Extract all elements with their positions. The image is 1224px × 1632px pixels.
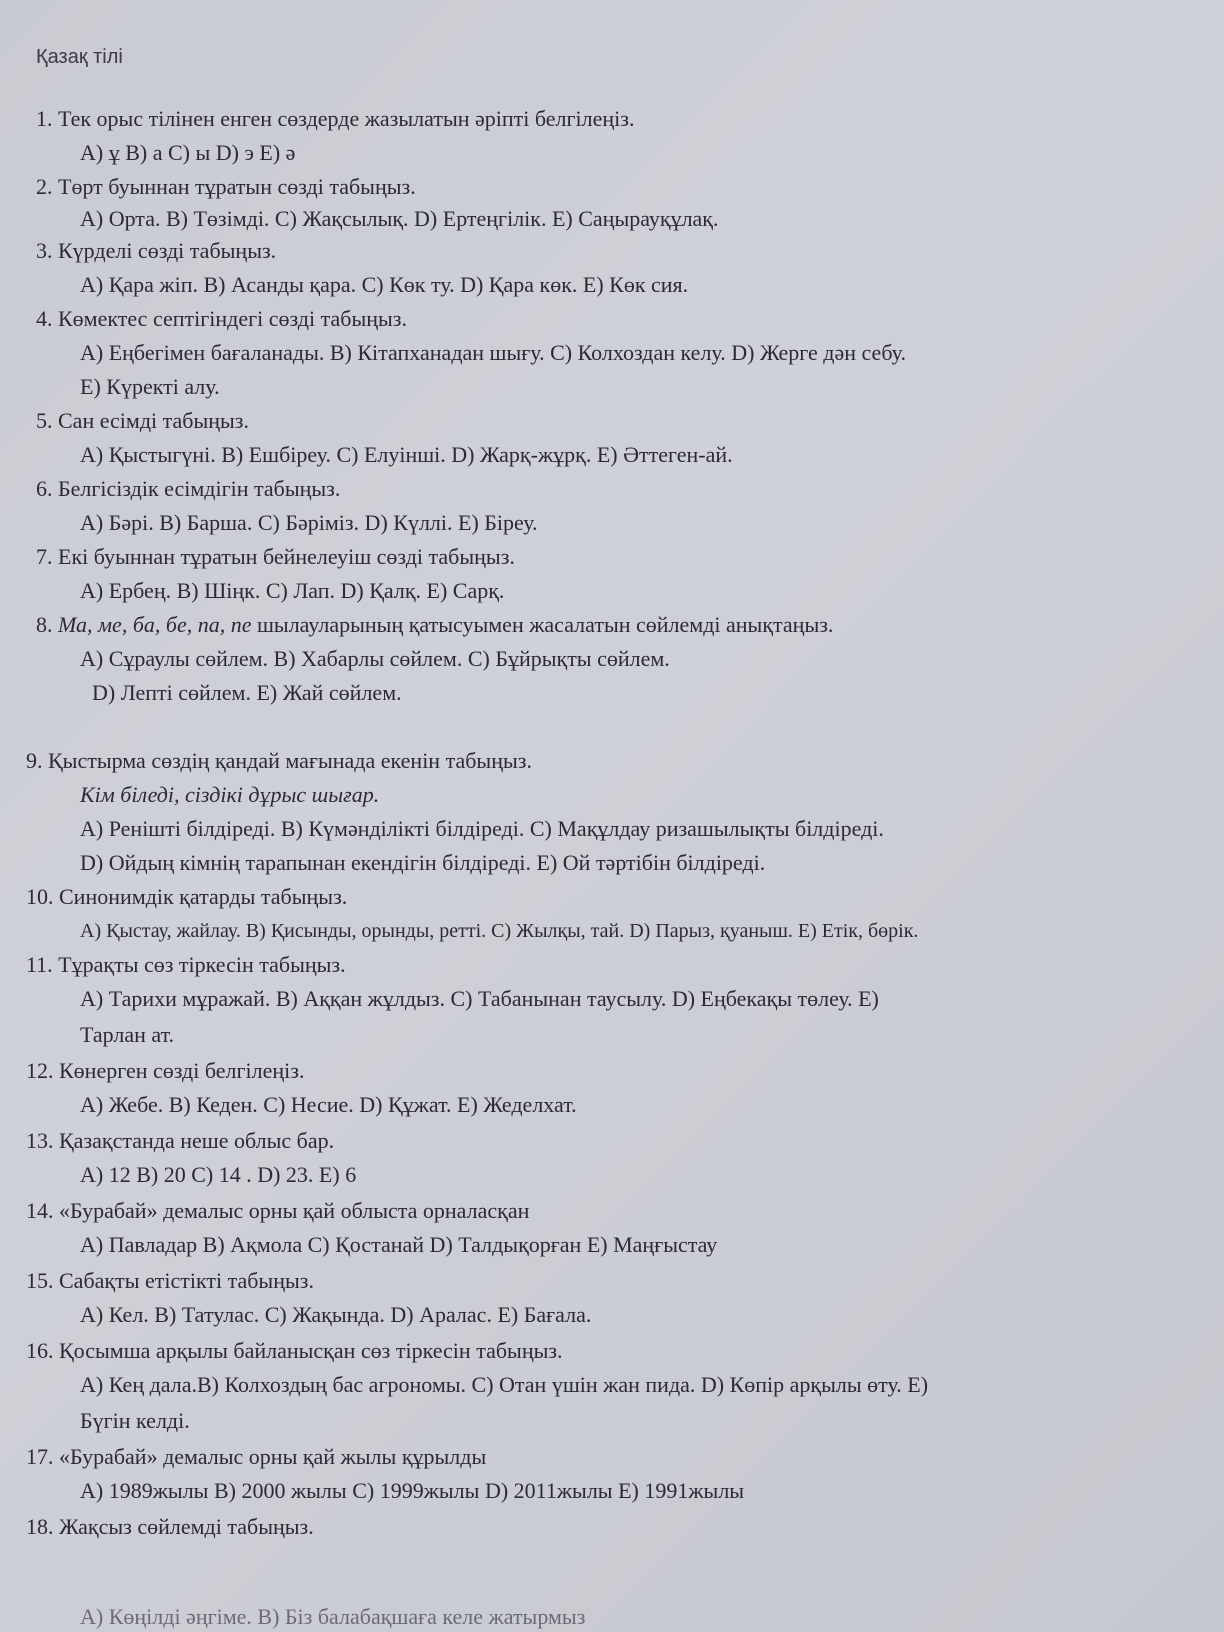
options-16-cont: Бүгін келді.: [80, 1408, 190, 1433]
options-12: А) Жебе. В) Кеден. С) Несие. D) Құжат. Е) Жеделхат.: [80, 1092, 577, 1117]
options-6: А) Бәрі. В) Барша. С) Бәріміз. D) Күллі. Е) Біреу.: [80, 510, 538, 535]
question-8-number: 8.: [36, 612, 58, 637]
options-11-cont: Тарлан ат.: [80, 1022, 175, 1047]
question-13: 13. Қазақстанда неше облыс бар.: [26, 1128, 335, 1153]
options-1: А) ұ В) а С) ы D) э Е) ә: [80, 140, 296, 165]
options-15: А) Кел. В) Татулас. С) Жақында. D) Аралас. Е) Бағала.: [80, 1302, 592, 1327]
question-7: 7. Екі буыннан тұратын бейнелеуіш сөзді табыңыз.: [36, 544, 515, 569]
options-14: А) Павладар В) Ақмола С) Қостанай D) Талдықорған Е) Маңғыстау: [80, 1232, 718, 1257]
subject-title: Қазақ тілі: [36, 46, 123, 68]
options-3: А) Қара жіп. В) Асанды қара. С) Көк ту. D) Қара көк. Е) Көк сия.: [80, 272, 689, 297]
question-18: 18. Жақсыз сөйлемді табыңыз.: [26, 1514, 314, 1539]
question-8-particles: Ма, ме, ба, бе, па, пе: [58, 612, 252, 637]
question-4: 4. Көмектес септігіндегі сөзді табыңыз.: [36, 306, 407, 331]
question-2: 2. Төрт буыннан тұратын сөзді табыңыз.: [36, 174, 416, 199]
question-15: 15. Сабақты етістікті табыңыз.: [26, 1268, 314, 1293]
question-1: 1. Тек орыс тілінен енген сөздерде жазылатын әріпті белгілеңіз.: [36, 106, 635, 131]
options-4: А) Еңбегімен бағаланады. В) Кітапханадан шығу. С) Колхоздан келу. D) Жерге дән себу.: [80, 340, 906, 365]
question-8: [36, 612, 833, 638]
options-5: А) Қыстыгүні. В) Ешбіреу. С) Елуінші. D) Жарқ-жұрқ. Е) Әттеген-ай.: [80, 442, 733, 467]
question-14: 14. «Бурабай» демалыс орны қай облыста орналасқан: [26, 1198, 530, 1223]
question-17: 17. «Бурабай» демалыс орны қай жылы құрылды: [26, 1444, 487, 1469]
question-5: 5. Сан есімді табыңыз.: [36, 408, 249, 433]
options-8-cont: D) Лепті сөйлем. Е) Жай сөйлем.: [92, 680, 402, 705]
options-13: А) 12 В) 20 С) 14 . D) 23. Е) 6: [80, 1162, 357, 1187]
options-16: А) Кең дала.В) Колхоздың бас агрономы. С) Отан үшін жан пида. D) Көпір арқылы өту. Е): [80, 1372, 929, 1397]
options-8: А) Сұраулы сөйлем. В) Хабарлы сөйлем. С) Бұйрықты сөйлем.: [80, 646, 670, 671]
options-11: А) Тарихи мұражай. В) Аққан жұлдыз. С) Табанынан таусылу. D) Еңбекақы төлеу. Е): [80, 986, 879, 1011]
question-10: 10. Синонимдік қатарды табыңыз.: [26, 884, 348, 909]
options-10: А) Қыстау, жайлау. В) Қисынды, орынды, ретті. С) Жылқы, тай. D) Парыз, қуаныш. Е) Етік, бөрік.: [80, 920, 919, 942]
question-8-rest: шылауларының қатысуымен жасалатын сөйлемді анықтаңыз.: [251, 612, 834, 637]
question-12: 12. Көнерген сөзді белгілеңіз.: [26, 1058, 305, 1083]
question-3: 3. Күрделі сөзді табыңыз.: [36, 238, 277, 263]
options-9-cont: D) Ойдың кімнің тарапынан екендігін білдіреді. Е) Ой тәртібін білдіреді.: [80, 850, 766, 875]
options-7: А) Ербең. В) Шіңк. С) Лап. D) Қалқ. Е) Сарқ.: [80, 578, 505, 603]
options-18: А) Көңілді әңгіме. В) Біз балабақшаға келе жатырмыз: [80, 1604, 586, 1629]
options-17: А) 1989жылы В) 2000 жылы С) 1999жылы D) 2011жылы Е) 1991жылы: [80, 1478, 745, 1503]
question-6: 6. Белгісіздік есімдігін табыңыз.: [36, 476, 341, 501]
question-16: 16. Қосымша арқылы байланысқан сөз тіркесін табыңыз.: [26, 1338, 563, 1363]
options-4-cont: Е) Күректі алу.: [80, 374, 220, 399]
question-11: 11. Тұрақты сөз тіркесін табыңыз.: [26, 952, 346, 977]
question-9: 9. Қыстырма сөздің қандай мағынада екенін табыңыз.: [26, 748, 532, 773]
question-9-sentence: Кім біледі, сіздікі дұрыс шығар.: [80, 782, 380, 807]
options-9: А) Ренішті білдіреді. В) Күмәнділікті білдіреді. С) Мақұлдау ризашылықты білдіреді.: [80, 816, 884, 841]
options-2: А) Орта. В) Төзімді. С) Жақсылық. D) Ертеңгілік. Е) Саңырауқұлақ.: [80, 206, 719, 231]
